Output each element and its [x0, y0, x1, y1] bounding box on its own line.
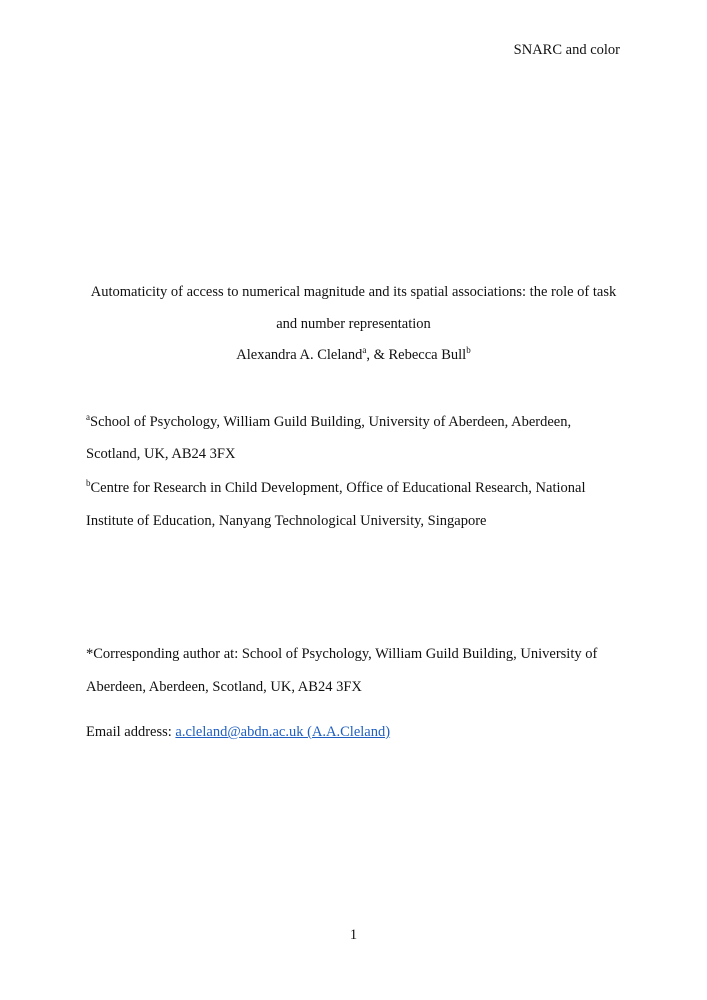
affiliation-b-mark: b [86, 478, 91, 488]
corresponding-author-line-2: Aberdeen, Aberdeen, Scotland, UK, AB24 3FX [86, 679, 362, 695]
author-1-name: Alexandra A. Cleland [236, 347, 363, 363]
email-address [86, 724, 390, 741]
paper-title-line-1: Automaticity of access to numerical magnitude and its spatial associations: the role of task [90, 284, 617, 300]
running-head: SNARC and color [513, 42, 620, 58]
paper-title-line-2: and number representation [276, 316, 431, 332]
author-list [0, 347, 707, 364]
email-label: Email address: [86, 724, 176, 740]
author-2-affiliation-mark: b [466, 345, 471, 355]
affiliation-b-line-1 [86, 480, 585, 497]
affiliation-a-line-1 [86, 414, 571, 431]
page-number: 1 [349, 927, 358, 943]
author-2-name: Rebecca Bull [388, 347, 467, 363]
affiliation-a-text: School of Psychology, William Guild Building, University of Aberdeen, Aberdeen, [90, 414, 572, 430]
author-1-affiliation-mark: a [362, 345, 367, 355]
affiliation-a-line-2: Scotland, UK, AB24 3FX [86, 446, 236, 462]
author-separator: , & [366, 347, 389, 363]
affiliation-a-mark: a [86, 412, 90, 422]
corresponding-author-line-1: *Corresponding author at: School of Psychology, William Guild Building, University of [86, 646, 598, 662]
email-link[interactable]: a.cleland@abdn.ac.uk (A.A.Cleland) [175, 724, 391, 740]
affiliation-b-text: Centre for Research in Child Development, Office of Educational Research, National [90, 480, 586, 496]
affiliation-b-line-2: Institute of Education, Nanyang Technological University, Singapore [86, 513, 487, 529]
